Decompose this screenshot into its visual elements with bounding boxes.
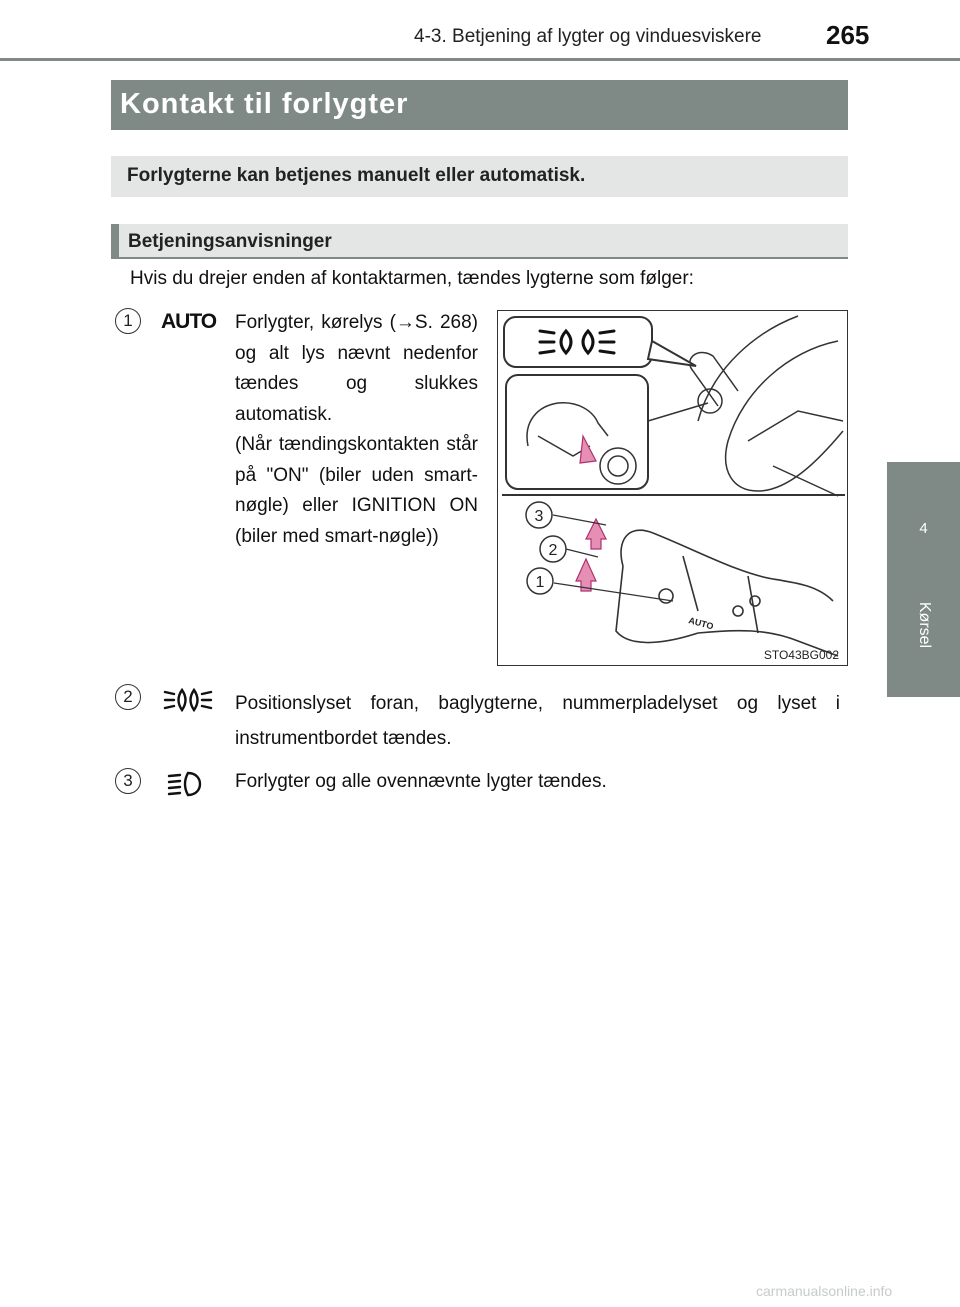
switch-drawing — [498, 311, 848, 666]
section-header: 4-3. Betjening af lygter og vinduesviskere — [414, 26, 762, 47]
lead-text: Hvis du drejer enden af kontaktarmen, tændes lygterne som følger: — [130, 268, 694, 289]
watermark: carmanualsonline.info — [756, 1283, 893, 1299]
item-number-2: 2 — [115, 684, 141, 710]
chapter-number: 4 — [919, 520, 928, 537]
item-1-text — [235, 308, 478, 552]
item-number-1: 1 — [115, 308, 141, 334]
intro-box: Forlygterne kan betjenes manuelt eller automatisk. — [111, 156, 848, 197]
chapter-label: Kørsel — [915, 601, 933, 649]
parking-lights-icon — [163, 686, 213, 714]
headlight-switch-illustration — [497, 310, 848, 666]
item-number-3: 3 — [115, 768, 141, 794]
item-1-condition: (Når tændingskontakten står på "ON" (biler uden smart-nøgle) eller IGNITION ON (biler med smart-nøgle)) — [235, 434, 478, 547]
item-2-text: Positionslyset foran, baglygterne, nummerpladelyset og lyset i instrumentbordet tændes. — [235, 693, 840, 749]
callout-2: 2 — [548, 542, 558, 559]
headlight-icon — [166, 770, 206, 798]
page-title: Kontakt til forlygter — [111, 80, 848, 130]
subheading: Betjeningsanvisninger — [111, 224, 848, 259]
item-3-text: Forlygter og alle ovennævnte lygter tændes. — [235, 771, 607, 792]
chapter-tab — [887, 462, 960, 697]
header-rule — [0, 58, 960, 61]
switch-auto-label: AUTO — [687, 615, 715, 632]
illustration-caption: STO43BG002 — [763, 648, 839, 662]
auto-icon: AUTO — [161, 310, 217, 333]
callout-1: 1 — [535, 574, 545, 591]
page-number: 265 — [826, 20, 870, 50]
item-1-description: Forlygter, kørelys (→S. 268) og alt lys nævnt nedenfor tændes og slukkes automatisk. — [235, 312, 478, 425]
callout-3: 3 — [534, 508, 544, 525]
